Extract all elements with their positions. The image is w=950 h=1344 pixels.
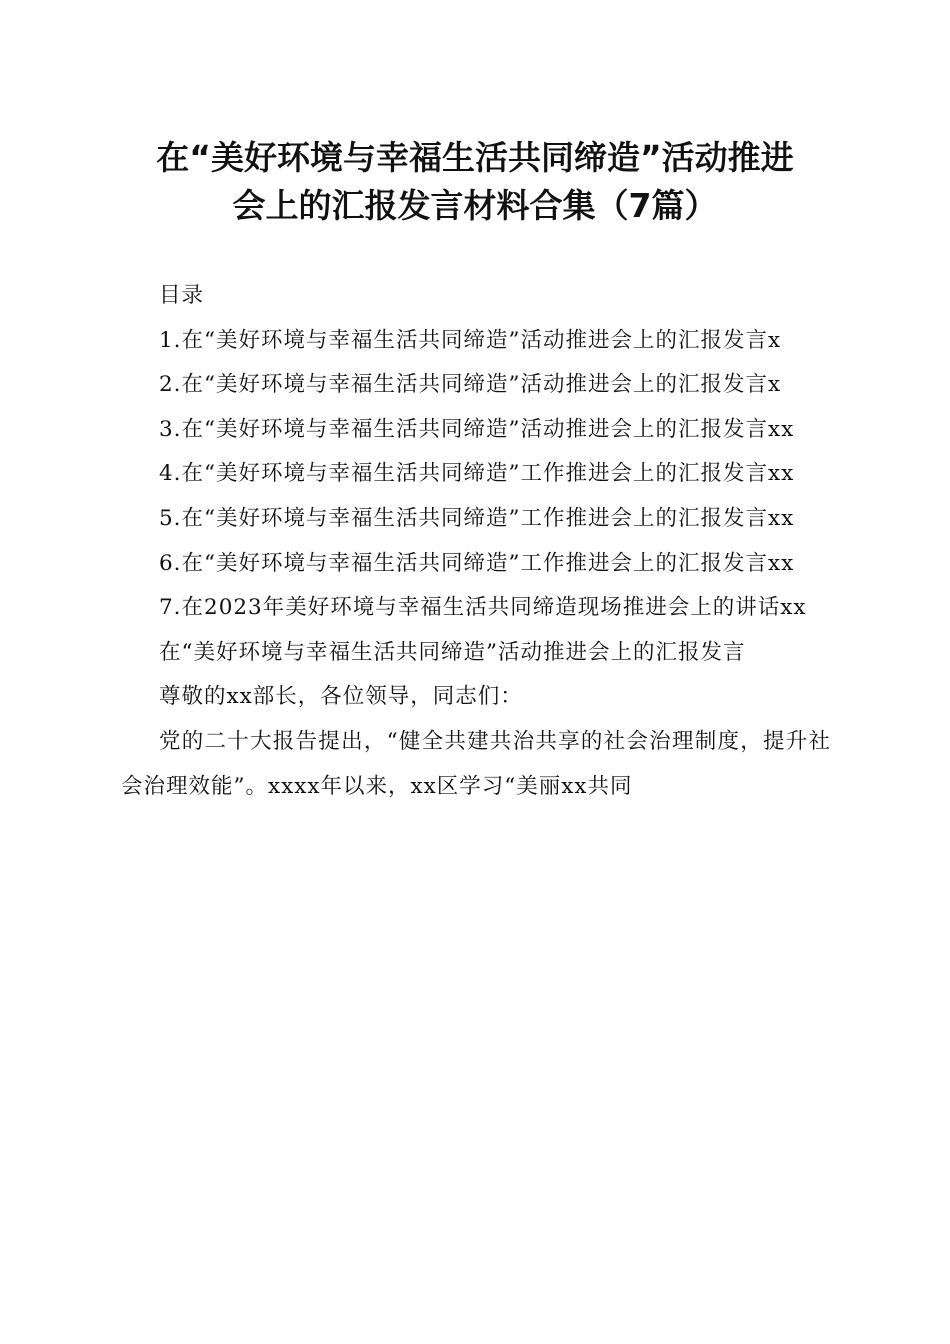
salutation: 尊敬的xx部长，各位领导，同志们： xyxy=(159,684,523,710)
toc-item-3: 3.在“美好环境与幸福生活共同缔造”活动推进会上的汇报发言xx xyxy=(159,416,795,442)
document-title xyxy=(100,134,850,230)
toc-item-7: 7.在2023年美好环境与幸福生活共同缔造现场推进会上的讲话xx xyxy=(159,595,807,621)
document-body xyxy=(121,274,831,809)
toc-heading: 目录 xyxy=(159,283,205,308)
toc-item-2: 2.在“美好环境与幸福生活共同缔造”活动推进会上的汇报发言x xyxy=(159,372,782,398)
toc-item-4: 4.在“美好环境与幸福生活共同缔造”工作推进会上的汇报发言xx xyxy=(159,461,795,487)
document-title-line-2: 会上的汇报发言材料合集（7篇） xyxy=(232,186,718,225)
toc-item-1: 1.在“美好环境与幸福生活共同缔造”活动推进会上的汇报发言x xyxy=(159,327,782,353)
toc-item-6: 6.在“美好环境与幸福生活共同缔造”工作推进会上的汇报发言xx xyxy=(159,550,795,576)
document-title-line-1: 在“美好环境与幸福生活共同缔造”活动推进 xyxy=(156,138,794,177)
toc-item-5: 5.在“美好环境与幸福生活共同缔造”工作推进会上的汇报发言xx xyxy=(159,505,795,531)
section-title: 在“美好环境与幸福生活共同缔造”活动推进会上的汇报发言 xyxy=(159,639,746,665)
paragraph-1: 党的二十大报告提出，“健全共建共治共享的社会治理制度，提升社会治理效能”。xxxx年以来，xx区学习“美丽xx共同 xyxy=(121,728,831,799)
